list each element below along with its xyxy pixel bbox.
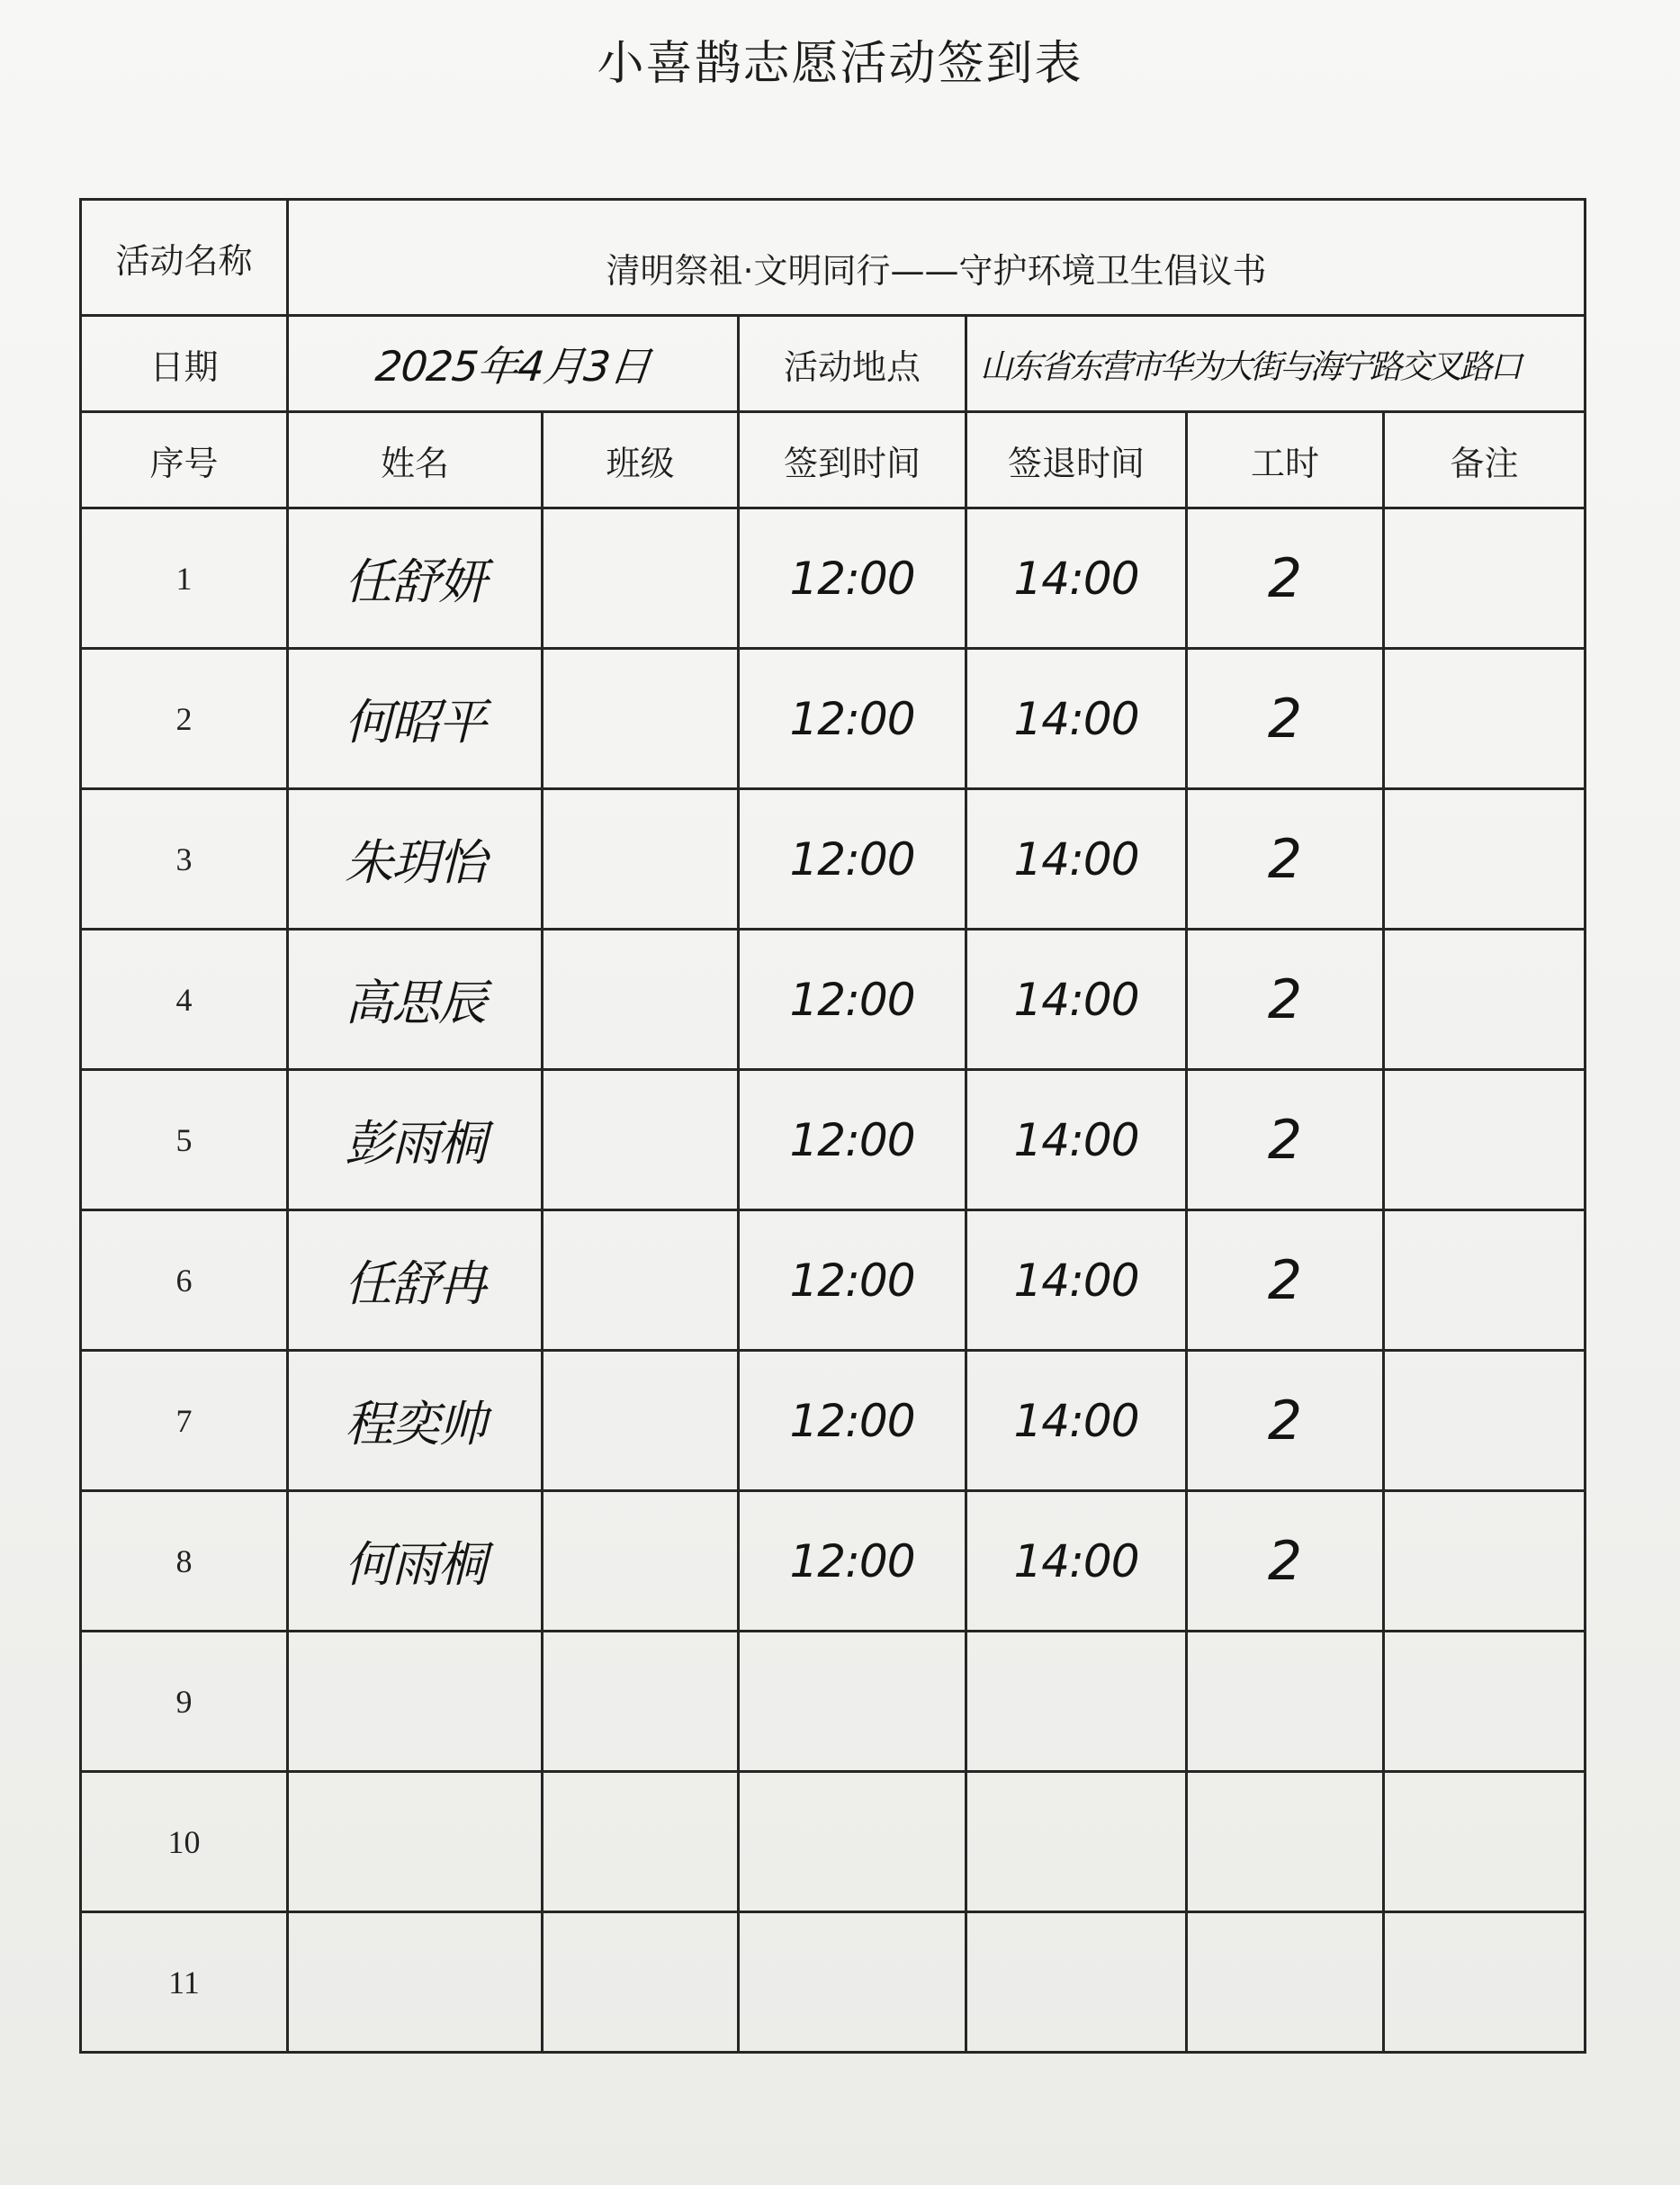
volunteer-name-cell: [288, 649, 543, 789]
table-row: [81, 930, 1586, 1070]
row-number: 8: [175, 1542, 193, 1579]
sign-out-time: 14:00: [1013, 1394, 1139, 1447]
column-header-note: 备注: [1384, 412, 1586, 508]
sign-out-time: 14:00: [1013, 973, 1139, 1026]
class-value-cell: [543, 1912, 739, 2053]
row-number: 6: [175, 1262, 193, 1299]
sign-in-time: 12:00: [789, 692, 915, 745]
sign-out-time: 14:00: [1013, 1254, 1139, 1307]
sign-in-time-cell: [739, 508, 966, 649]
work-hours-cell: [1187, 1632, 1384, 1772]
sign-in-time-cell: [739, 1351, 966, 1491]
volunteer-name-cell: [288, 1912, 543, 2053]
sign-out-time: 14:00: [1013, 1534, 1139, 1587]
row-number: 9: [175, 1683, 193, 1720]
note-value-cell: [1384, 1491, 1586, 1632]
table-row: [81, 1210, 1586, 1351]
sign-out-time-cell: [966, 508, 1187, 649]
sign-out-time-cell: [966, 1491, 1187, 1632]
row-number-cell: [81, 1210, 288, 1351]
row-number: 5: [175, 1121, 193, 1158]
volunteer-name-cell: [288, 930, 543, 1070]
work-hours: 2: [1267, 1108, 1303, 1172]
sign-in-time: 12:00: [789, 1534, 915, 1587]
sign-in-time: 12:00: [789, 973, 915, 1026]
column-header-no: 序号: [81, 412, 288, 508]
work-hours: 2: [1267, 1529, 1303, 1593]
date-location-row: [81, 316, 1586, 412]
volunteer-name: 高思辰: [345, 975, 485, 1031]
location-cell: [966, 316, 1586, 412]
class-value-cell: [543, 1772, 739, 1912]
class-value-cell: [543, 789, 739, 930]
sign-in-time-cell: [739, 789, 966, 930]
row-number-cell: [81, 508, 288, 649]
work-hours: 2: [1267, 967, 1303, 1031]
work-hours-cell: [1187, 789, 1384, 930]
table-row: [81, 1632, 1586, 1772]
page-title: 小喜鹊志愿活动签到表: [597, 37, 1083, 91]
column-header-sign-in: 签到时间: [739, 412, 966, 508]
row-number-cell: [81, 1491, 288, 1632]
note-value-cell: [1384, 1912, 1586, 2053]
sign-in-time: 12:00: [789, 1113, 915, 1166]
table-row: [81, 1491, 1586, 1632]
row-number-cell: [81, 1772, 288, 1912]
volunteer-name: 何雨桐: [345, 1536, 485, 1593]
work-hours-cell: [1187, 1772, 1384, 1912]
work-hours-cell: [1187, 930, 1384, 1070]
volunteer-name-cell: [288, 789, 543, 930]
row-number-cell: [81, 930, 288, 1070]
work-hours-cell: [1187, 1070, 1384, 1210]
row-number: 4: [175, 981, 193, 1018]
work-hours: 2: [1267, 546, 1303, 610]
sign-out-time: 14:00: [1013, 832, 1139, 886]
table-row: [81, 649, 1586, 789]
work-hours-cell: [1187, 1491, 1384, 1632]
row-number-cell: [81, 1632, 288, 1772]
row-number-cell: [81, 1070, 288, 1210]
sign-in-time: 12:00: [789, 1254, 915, 1307]
class-value-cell: [543, 1491, 739, 1632]
note-value-cell: [1384, 1351, 1586, 1491]
sign-in-time-cell: [739, 930, 966, 1070]
row-number: 11: [168, 1964, 200, 2001]
table-row: [81, 1351, 1586, 1491]
column-header-sign-out: 签退时间: [966, 412, 1187, 508]
work-hours: 2: [1267, 1389, 1303, 1452]
work-hours: 2: [1267, 827, 1303, 891]
sign-out-time-cell: [966, 649, 1187, 789]
note-value-cell: [1384, 649, 1586, 789]
class-value-cell: [543, 1070, 739, 1210]
work-hours: 2: [1267, 1248, 1303, 1312]
volunteer-name-cell: [288, 1772, 543, 1912]
table-row: [81, 1912, 1586, 2053]
sign-in-time-cell: [739, 1070, 966, 1210]
volunteer-name-cell: [288, 1632, 543, 1772]
date-value: 2025年4月3日: [373, 342, 652, 391]
sign-in-time-cell: [739, 1772, 966, 1912]
note-value-cell: [1384, 930, 1586, 1070]
row-number-cell: [81, 649, 288, 789]
work-hours: 2: [1267, 687, 1303, 751]
class-value-cell: [543, 930, 739, 1070]
volunteer-name-cell: [288, 1491, 543, 1632]
sign-in-time-cell: [739, 1632, 966, 1772]
volunteer-name: 任舒冉: [345, 1255, 485, 1312]
volunteer-name-cell: [288, 508, 543, 649]
row-number: 3: [175, 841, 193, 877]
sign-out-time: 14:00: [1013, 552, 1139, 605]
sign-in-time: 12:00: [789, 1394, 915, 1447]
work-hours-cell: [1187, 508, 1384, 649]
volunteer-name-cell: [288, 1070, 543, 1210]
sign-out-time-cell: [966, 1070, 1187, 1210]
table-row: [81, 789, 1586, 930]
note-value-cell: [1384, 1772, 1586, 1912]
sign-out-time: 14:00: [1013, 1113, 1139, 1166]
sign-in-time: 12:00: [789, 832, 915, 886]
volunteer-name: 任舒妍: [345, 553, 485, 610]
class-value-cell: [543, 1210, 739, 1351]
sign-out-time-cell: [966, 1210, 1187, 1351]
note-value-cell: [1384, 789, 1586, 930]
column-header-name: 姓名: [288, 412, 543, 508]
work-hours-cell: [1187, 1912, 1384, 2053]
sign-in-table: [79, 198, 1586, 2054]
row-number-cell: [81, 789, 288, 930]
column-header-hours: 工时: [1187, 412, 1384, 508]
sign-in-time-cell: [739, 1491, 966, 1632]
note-value-cell: [1384, 1210, 1586, 1351]
volunteer-name: 程奕帅: [345, 1396, 485, 1452]
sign-in-time-cell: [739, 649, 966, 789]
note-value-cell: [1384, 508, 1586, 649]
sign-out-time: 14:00: [1013, 692, 1139, 745]
table-row: [81, 508, 1586, 649]
column-header-class: 班级: [543, 412, 739, 508]
sign-out-time-cell: [966, 1912, 1187, 2053]
sign-in-time-cell: [739, 1912, 966, 2053]
table-row: [81, 1070, 1586, 1210]
date-cell: [288, 316, 739, 412]
row-number-cell: [81, 1912, 288, 2053]
row-number-cell: [81, 1351, 288, 1491]
sign-out-time-cell: [966, 789, 1187, 930]
class-value-cell: [543, 649, 739, 789]
row-number: 2: [175, 700, 193, 737]
class-value-cell: [543, 1632, 739, 1772]
row-number: 1: [175, 560, 193, 597]
volunteer-name: 彭雨桐: [345, 1115, 485, 1172]
row-number: 7: [175, 1402, 193, 1439]
table-row: [81, 1772, 1586, 1912]
work-hours-cell: [1187, 1210, 1384, 1351]
volunteer-name-cell: [288, 1210, 543, 1351]
activity-name-value: 清明祭祖·文明同行——守护环境卫生倡议书: [288, 200, 1586, 316]
note-value-cell: [1384, 1632, 1586, 1772]
location-label: 活动地点: [739, 316, 966, 412]
sign-in-time-cell: [739, 1210, 966, 1351]
sign-in-time: 12:00: [789, 552, 915, 605]
note-value-cell: [1384, 1070, 1586, 1210]
volunteer-name: 何昭平: [345, 694, 485, 751]
sign-out-time-cell: [966, 1632, 1187, 1772]
sign-out-time-cell: [966, 1351, 1187, 1491]
class-value-cell: [543, 508, 739, 649]
row-number: 10: [167, 1823, 201, 1860]
activity-name-label: 活动名称: [81, 200, 288, 316]
column-header-row: [81, 412, 1586, 508]
location-value: 山东省东营市华为大街与海宁路交叉路口: [980, 347, 1520, 386]
work-hours-cell: [1187, 1351, 1384, 1491]
class-value-cell: [543, 1351, 739, 1491]
activity-name-row: [81, 200, 1586, 316]
sign-out-time-cell: [966, 930, 1187, 1070]
work-hours-cell: [1187, 649, 1384, 789]
volunteer-name-cell: [288, 1351, 543, 1491]
volunteer-name: 朱玥怡: [345, 834, 485, 891]
date-label: 日期: [81, 316, 288, 412]
sign-out-time-cell: [966, 1772, 1187, 1912]
